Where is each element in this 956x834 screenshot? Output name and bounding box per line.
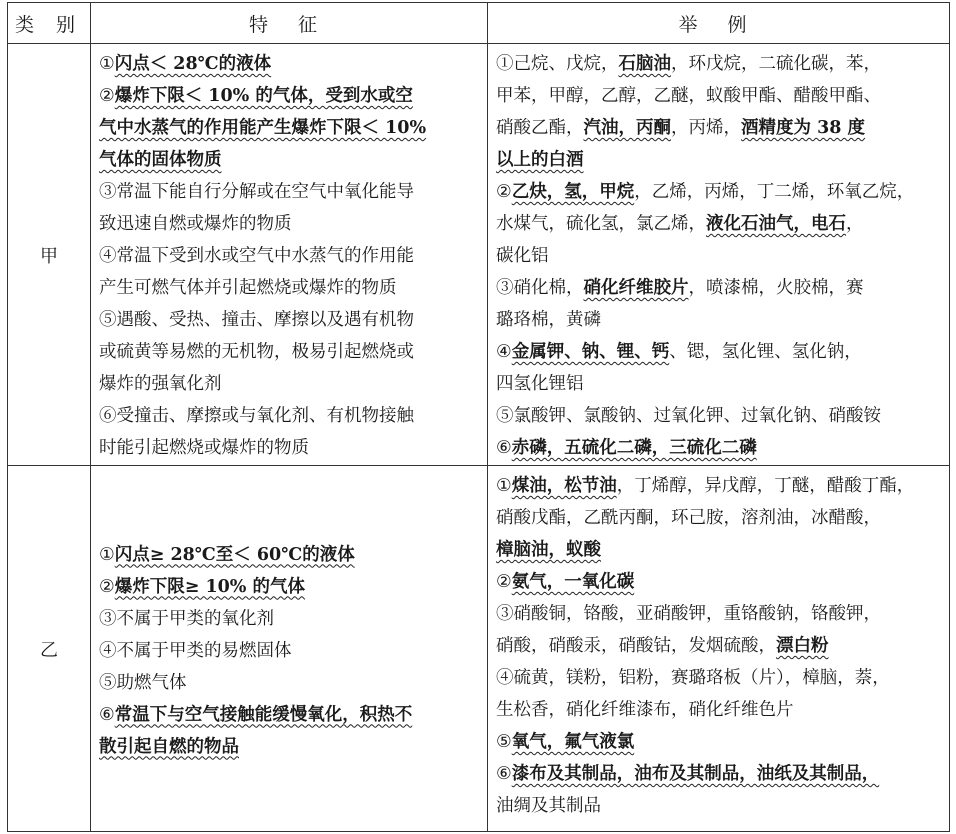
cell-line: [496, 790, 945, 822]
category-cell: 乙: [8, 466, 91, 832]
text-segment: ①: [99, 544, 115, 565]
text-segment: ⑤氯酸钾、氯酸钠、过氧化钾、过氧化钠、硝酸铵: [496, 406, 881, 426]
cell-line: [99, 176, 483, 208]
emphasized-text: 煤油，松节油: [511, 476, 617, 496]
cell-line: [496, 432, 945, 464]
emphasized-text: 漆布及其制品，油布及其制品，油纸及其制品，: [511, 764, 880, 784]
text-segment: 硝酸，硝酸汞，硝酸钴，发烟硫酸，: [496, 636, 776, 656]
cell-line: [496, 630, 945, 662]
table-row: [8, 466, 950, 832]
table-row: [8, 44, 950, 466]
cell-line: [99, 80, 483, 112]
emphasized-text: 爆炸下限≥ 10% 的气体: [114, 576, 306, 597]
text-segment: 生松香，硝化纤维漆布，硝化纤维色片: [496, 700, 794, 720]
cell-line: [496, 336, 945, 368]
text-segment: 致迅速自燃或爆炸的物质: [99, 214, 292, 234]
text-segment: ③常温下能自行分解或在空气中氧化能导: [99, 182, 414, 202]
examples-cell: [488, 466, 950, 832]
cell-line: [496, 470, 945, 502]
cell-line: [99, 432, 483, 464]
features-cell: [91, 44, 488, 466]
header-features: 特 征: [91, 3, 488, 44]
cell-line: [99, 731, 483, 763]
emphasized-text: 常温下与空气接触能缓慢氧化，积热不: [114, 704, 413, 725]
cell-line: [496, 726, 945, 758]
text-segment: ③硝酸铜，铬酸，亚硝酸钾，重铬酸钠，铬酸钾，: [496, 604, 881, 624]
emphasized-text: 樟脑油，蚁酸: [496, 540, 601, 560]
cell-line: [99, 603, 483, 635]
text-segment: ⑥: [99, 704, 115, 725]
cell-line: [99, 667, 483, 699]
text-segment: ⑤遇酸、受热、撞击、摩擦以及遇有机物: [99, 310, 414, 330]
text-segment: ②: [496, 182, 512, 202]
cell-line: [496, 598, 945, 630]
cell-line: [496, 176, 945, 208]
text-segment: 水煤气，硫化氢，氯乙烯，: [496, 214, 706, 234]
text-segment: ⑥: [496, 764, 512, 784]
text-segment: ⑥: [496, 438, 512, 458]
emphasized-text: 氨气，一氧化碳: [511, 572, 635, 592]
cell-line: [496, 694, 945, 726]
text-segment: 碳化铝: [496, 246, 549, 266]
emphasized-text: 硝化纤维胶片: [583, 278, 689, 298]
text-segment: 、锶，氢化锂、氢化钠，: [669, 342, 862, 362]
cell-line: [496, 758, 945, 790]
text-segment: ①: [99, 54, 115, 74]
text-segment: ③硝化棉，: [496, 278, 584, 298]
text-segment: ，: [846, 214, 864, 234]
cell-line: [496, 534, 945, 566]
cell-line: [99, 272, 483, 304]
text-segment: ⑥受撞击、摩擦或与氧化剂、有机物接触: [99, 406, 414, 426]
cell-line: [99, 336, 483, 368]
emphasized-text: 散引起自燃的物品: [99, 736, 239, 757]
text-segment: ⑤: [496, 732, 512, 752]
text-segment: 或硫黄等易燃的无机物，极易引起燃烧或: [99, 342, 414, 362]
header-examples: 举 例: [488, 3, 950, 44]
header-row: [8, 3, 950, 44]
cell-line: [496, 48, 945, 80]
cell-line: [99, 208, 483, 240]
text-segment: 甲苯，甲醇，乙醇，乙醚，蚁酸甲酯、醋酸甲酯、: [496, 86, 881, 106]
cell-line: [496, 566, 945, 598]
header-category: 类 别: [8, 3, 91, 44]
text-segment: ②: [99, 576, 115, 597]
text-segment: ④不属于甲类的易燃固体: [99, 640, 292, 661]
text-segment: ①己烷、戊烷，: [496, 54, 619, 74]
emphasized-text: 爆炸下限＜ 10% 的气体，受到水或空: [114, 86, 413, 106]
cell-line: [496, 304, 945, 336]
cell-line: [496, 240, 945, 272]
cell-line: [99, 699, 483, 731]
text-segment: ，丙烯，: [671, 118, 741, 138]
text-segment: ，丁烯醇，异戊醇，丁醚，醋酸丁酯，: [616, 476, 915, 496]
cell-line: [99, 635, 483, 667]
hazard-classification-table: [7, 2, 950, 832]
cell-line: [496, 208, 945, 240]
cell-line: [496, 80, 945, 112]
cell-line: [99, 539, 483, 571]
text-segment: 四氢化锂铝: [496, 374, 584, 394]
examples-cell: [488, 44, 950, 466]
text-segment: ⑤助燃气体: [99, 672, 187, 693]
cell-line: [99, 304, 483, 336]
emphasized-text: 石脑油: [618, 54, 671, 74]
text-segment: ②: [496, 572, 512, 592]
features-cell: [91, 466, 488, 832]
cell-line: [496, 272, 945, 304]
text-segment: 硝酸乙酯，: [496, 118, 584, 138]
cell-line: [99, 571, 483, 603]
emphasized-text: 气中水蒸气的作用能产生爆炸下限＜ 10%: [99, 118, 427, 138]
cell-line: [99, 368, 483, 400]
text-segment: ②: [99, 86, 115, 106]
text-segment: ，乙烯，丙烯，丁二烯，环氧乙烷，: [634, 182, 915, 202]
cell-line: [99, 240, 483, 272]
text-segment: 硝酸戊酯，乙酰丙酮，环己胺，溶剂油，冰醋酸，: [496, 508, 881, 528]
emphasized-text: 乙炔，氢，甲烷: [511, 182, 635, 202]
cell-line: [496, 368, 945, 400]
emphasized-text: 酒精度为 38 度: [741, 118, 866, 138]
emphasized-text: 液化石油气，电石: [706, 214, 846, 234]
text-segment: 爆炸的强氧化剂: [99, 374, 222, 394]
text-segment: ③不属于甲类的氧化剂: [99, 608, 274, 629]
text-segment: ④硫黄，镁粉，铝粉，赛璐珞板（片），樟脑，萘，: [496, 668, 890, 688]
text-segment: ，环戊烷，二硫化碳，苯，: [671, 54, 881, 74]
cell-line: [496, 662, 945, 694]
text-segment: ①: [496, 476, 512, 496]
cell-line: [496, 502, 945, 534]
text-segment: 时能引起燃烧或爆炸的物质: [99, 438, 309, 458]
emphasized-text: 氧气，氟气液氯: [511, 732, 635, 752]
emphasized-text: 漂白粉: [776, 636, 829, 656]
text-segment: 油绸及其制品: [496, 796, 601, 816]
emphasized-text: 闪点≥ 28℃至＜ 60℃的液体: [114, 544, 355, 565]
emphasized-text: 汽油，丙酮: [583, 118, 671, 138]
text-segment: ④: [496, 342, 512, 362]
text-segment: 璐珞棉，黄磷: [496, 310, 601, 330]
emphasized-text: 以上的白酒: [496, 150, 584, 170]
cell-line: [99, 144, 483, 176]
cell-line: [99, 400, 483, 432]
emphasized-text: 赤磷，五硫化二磷，三硫化二磷: [511, 438, 757, 458]
cell-line: [496, 112, 945, 144]
category-cell: 甲: [8, 44, 91, 466]
text-segment: ④常温下受到水或空气中水蒸气的作用能: [99, 246, 414, 266]
cell-line: [496, 144, 945, 176]
emphasized-text: 气体的固体物质: [99, 150, 222, 170]
emphasized-text: 闪点＜ 28℃的液体: [114, 54, 272, 74]
emphasized-text: 金属钾、钠、锂、钙: [511, 342, 670, 362]
cell-line: [99, 48, 483, 80]
text-segment: ，喷漆棉，火胶棉，赛: [688, 278, 864, 298]
text-segment: 产生可燃气体并引起燃烧或爆炸的物质: [99, 278, 397, 298]
cell-line: [99, 112, 483, 144]
cell-line: [496, 400, 945, 432]
